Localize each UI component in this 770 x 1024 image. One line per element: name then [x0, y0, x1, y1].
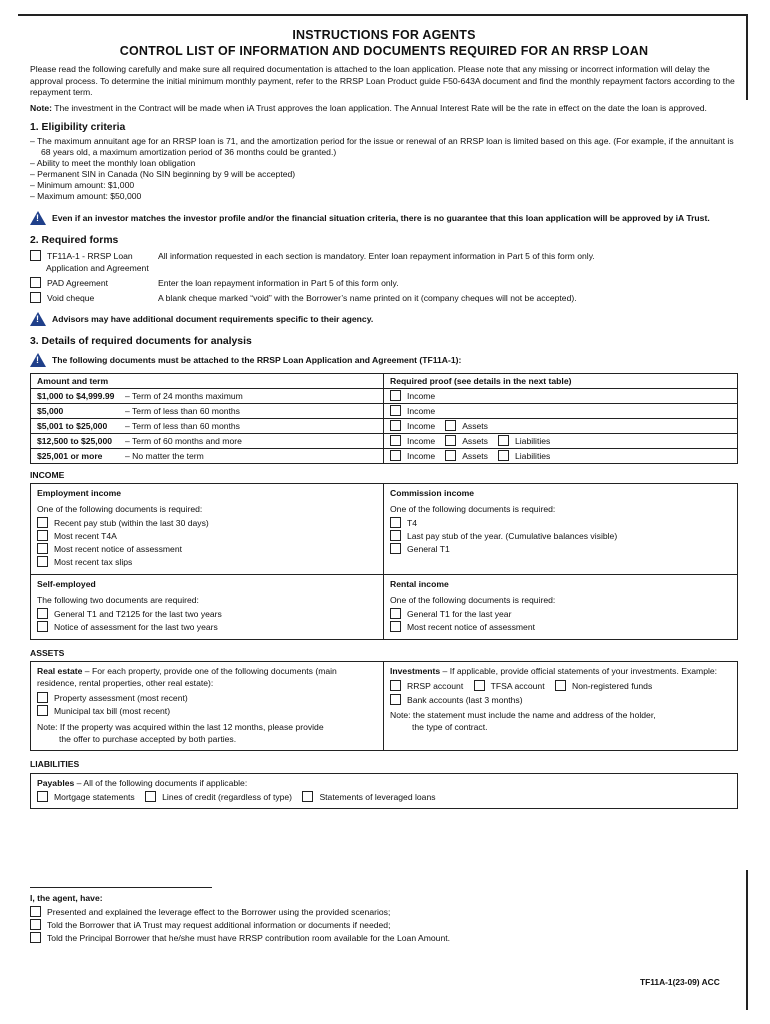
item-label: General T1 for the last year [407, 609, 512, 619]
rental-income-cell [384, 575, 737, 639]
proof-label: Assets [462, 421, 488, 431]
eligibility-item: – Maximum amount: $50,000 [30, 191, 142, 201]
form-row [30, 250, 738, 274]
amount-cell [31, 389, 384, 403]
non-registered-option [555, 680, 652, 692]
proof-label: Income [407, 421, 436, 431]
proof-option [390, 405, 435, 417]
employment-title: Employment income [37, 488, 122, 498]
top-border [18, 14, 746, 16]
amount-row [31, 404, 737, 419]
checkbox[interactable] [390, 517, 401, 528]
bank-accounts-option [390, 694, 731, 706]
warning-icon: ! [30, 353, 46, 367]
proof-option [390, 450, 435, 462]
form-title: INSTRUCTIONS FOR AGENTS [292, 28, 476, 42]
proof-option [445, 450, 488, 462]
form-desc: All information requested in each section is mandatory. Enter loan repayment information in Part 5 of this form only. [158, 251, 595, 261]
option-label: Statements of leveraged loans [319, 792, 436, 802]
item-label: General T1 and T2125 for the last two years [54, 609, 222, 619]
agent-check-item [30, 919, 738, 932]
amount-value: $5,001 to $25,000 [37, 421, 108, 431]
payables-title: Payables [37, 778, 75, 788]
real-estate-doc-item [37, 692, 377, 705]
checkbox[interactable] [37, 692, 48, 703]
self-employed-doc-item [37, 608, 377, 621]
checkbox[interactable] [445, 435, 456, 446]
liabilities-table [30, 773, 738, 809]
income-table [30, 483, 738, 640]
commission-intro: One of the following documents is required: [390, 504, 556, 514]
checkbox[interactable] [390, 420, 401, 431]
amount-row [31, 419, 737, 434]
checkbox[interactable] [390, 680, 401, 691]
real-estate-doc-item [37, 705, 377, 718]
commission-income-cell [384, 484, 737, 574]
item-label: Told the Principal Borrower that he/she must have RRSP contribution room available for the Loan Amount. [47, 933, 451, 943]
checkbox[interactable] [30, 932, 41, 943]
note-paragraph [30, 103, 738, 115]
term-value: – No matter the term [125, 451, 204, 461]
checkbox[interactable] [390, 405, 401, 416]
form-name: Void cheque [47, 293, 95, 303]
form-name: TF11A-1 - RRSP Loan [47, 251, 133, 261]
proof-label: Liabilities [514, 436, 551, 446]
commission-doc-item [390, 517, 731, 530]
proof-option [445, 420, 488, 432]
self-employed-cell [31, 575, 384, 639]
form-name: PAD Agreement [47, 278, 108, 288]
rental-doc-item [390, 621, 731, 634]
intro-paragraph: Please read the following carefully and make sure all required documentation is attached to the loan application. Please note that any missing or incorrect information will delay the approval process. To determine the initial minimum monthly payment, refer to the RRSP Loan Product guide F50-643A document and find the monthly repayment factors according to the repayment term. [30, 64, 735, 97]
amount-value: $25,001 or more [37, 451, 103, 461]
assets-table [30, 661, 738, 751]
term-value: – Term of 24 months maximum [125, 391, 243, 401]
proof-label: Assets [462, 436, 488, 446]
item-label: Recent pay stub (within the last 30 days) [54, 518, 209, 528]
amount-value: $5,000 [37, 406, 64, 416]
checkbox[interactable] [37, 556, 48, 567]
checkbox[interactable] [498, 450, 509, 461]
checkbox[interactable] [390, 621, 401, 632]
checkbox[interactable] [37, 621, 48, 632]
item-label: Municipal tax bill (most recent) [54, 706, 171, 716]
agent-title: I, the agent, have: [30, 893, 103, 903]
form-desc: Enter the loan repayment information in Part 5 of this form only. [158, 278, 399, 288]
real-estate-note-2: the offer to purchase accepted by both parties. [59, 734, 237, 744]
item-label: Most recent T4A [54, 531, 117, 541]
item-label: Most recent tax slips [54, 557, 133, 567]
eligibility-item: – The maximum annuitant age for an RRSP loan is 71, and the amortization period for the issue or renewal of an RRSP loan is limited based on this age. (For example, if the annuitant is 68 years old, a maximum amortization period of 36 months could be granted.) [30, 136, 734, 157]
investments-text: – If applicable, provide official statements of your investments. Example: [440, 666, 718, 676]
forms-warning [30, 312, 738, 326]
warning-text: Advisors may have additional document requirements specific to their agency. [52, 314, 374, 324]
real-estate-cell [31, 662, 384, 750]
checkbox[interactable] [302, 791, 313, 802]
self-employed-doc-item [37, 621, 377, 634]
agent-check-item [30, 932, 738, 945]
item-label: Last pay stub of the year. (Cumulative balances visible) [407, 531, 618, 541]
separator-line [30, 887, 212, 888]
checkbox[interactable] [445, 450, 456, 461]
investments-note: Note: the statement must include the name and address of the holder, [390, 710, 656, 720]
form-subtitle: CONTROL LIST OF INFORMATION AND DOCUMENTS REQUIRED FOR AN RRSP LOAN [119, 44, 649, 58]
agent-section [30, 893, 738, 945]
employment-income-cell [31, 484, 384, 574]
proof-option [390, 435, 435, 447]
right-border-top [746, 14, 748, 100]
tfsa-option [474, 680, 545, 692]
option-label: Mortgage statements [54, 792, 135, 802]
investments-title: Investments [390, 666, 441, 676]
mortgage-option [37, 791, 135, 803]
proof-cell [384, 434, 737, 448]
proof-option [390, 420, 435, 432]
proof-label: Income [407, 436, 436, 446]
option-label: Non-registered funds [571, 681, 653, 691]
proof-label: Liabilities [514, 451, 551, 461]
item-label: Presented and explained the leverage effect to the Borrower using the provided scenarios; [47, 907, 391, 917]
eligibility-item: – Minimum amount: $1,000 [30, 180, 135, 190]
commission-doc-item [390, 543, 731, 556]
proof-cell [384, 419, 737, 433]
amount-cell [31, 434, 384, 448]
real-estate-text: – For each property, provide one of the following documents (main residence, rental properties, other real estate): [37, 666, 337, 688]
employment-doc-item [37, 530, 377, 543]
investments-cell [384, 662, 737, 750]
item-label: Property assessment (most recent) [54, 693, 188, 703]
checkbox[interactable] [37, 608, 48, 619]
proof-option [445, 435, 488, 447]
proof-label: Income [407, 451, 436, 461]
proof-label: Assets [462, 451, 488, 461]
checkbox[interactable] [445, 420, 456, 431]
eligibility-warning [30, 211, 738, 225]
amount-value: $12,500 to $25,000 [37, 436, 113, 446]
checkbox[interactable] [30, 250, 41, 261]
assets-label: ASSETS [30, 648, 65, 658]
checkbox[interactable] [37, 530, 48, 541]
proof-option [498, 450, 550, 462]
warning-text: The following documents must be attached to the RRSP Loan Application and Agreement (TF11A-1): [52, 355, 462, 365]
checkbox[interactable] [37, 705, 48, 716]
rental-title: Rental income [390, 579, 449, 589]
amount-cell [31, 404, 384, 418]
real-estate-title: Real estate [37, 666, 83, 676]
term-value: – Term of 60 months and more [125, 436, 242, 446]
self-employed-title: Self-employed [37, 579, 96, 589]
checkbox[interactable] [555, 680, 566, 691]
documents-warning [30, 353, 738, 367]
checkbox[interactable] [390, 543, 401, 554]
item-label: Most recent notice of assessment [54, 544, 183, 554]
payables-cell [31, 774, 737, 808]
item-label: Most recent notice of assessment [407, 622, 536, 632]
rental-intro: One of the following documents is required: [390, 595, 556, 605]
option-label: RRSP account [407, 681, 464, 691]
lines-of-credit-option [145, 791, 292, 803]
employment-doc-item [37, 543, 377, 556]
real-estate-note: Note: If the property was acquired within the last 12 months, please provide [37, 722, 324, 732]
checkbox[interactable] [37, 791, 48, 802]
amount-table [30, 373, 738, 464]
proof-cell [384, 449, 737, 463]
liabilities-label: LIABILITIES [30, 759, 80, 769]
checkbox[interactable] [390, 450, 401, 461]
self-employed-intro: The following two documents are required: [37, 595, 199, 605]
section2-title: 2. Required forms [30, 235, 119, 246]
item-label: T4 [407, 518, 418, 528]
note-label: Note: [30, 102, 52, 113]
col-proof-header: Required proof (see details in the next table) [390, 376, 572, 386]
proof-option [498, 435, 550, 447]
form-name-2: Application and Agreement [46, 263, 149, 273]
commission-title: Commission income [390, 488, 475, 498]
checkbox[interactable] [390, 530, 401, 541]
amount-cell [31, 449, 384, 463]
proof-option [390, 390, 435, 402]
amount-row [31, 434, 737, 449]
note-text: The investment in the Contract will be made when iA Trust approves the loan application. The Annual Interest Rate will be the rate in effect on the date the loan is approved. [51, 102, 707, 113]
checkbox[interactable] [37, 517, 48, 528]
warning-icon: ! [30, 211, 46, 225]
employment-doc-item [37, 517, 377, 530]
term-value: – Term of less than 60 months [125, 421, 240, 431]
item-label: General T1 [407, 544, 450, 554]
checkbox[interactable] [145, 791, 156, 802]
section3-title: 3. Details of required documents for analysis [30, 336, 252, 347]
checkbox[interactable] [30, 906, 41, 917]
amount-value: $1,000 to $4,999.99 [37, 391, 115, 401]
term-value: – Term of less than 60 months [125, 406, 240, 416]
rrsp-option [390, 680, 463, 692]
proof-label: Income [407, 391, 436, 401]
col-amount-header: Amount and term [31, 374, 384, 388]
checkbox[interactable] [30, 919, 41, 930]
warning-icon: ! [30, 312, 46, 326]
proof-cell [384, 389, 737, 403]
agent-check-item [30, 906, 738, 919]
proof-label: Income [407, 406, 436, 416]
checkbox[interactable] [390, 435, 401, 446]
rental-doc-item [390, 608, 731, 621]
amount-cell [31, 419, 384, 433]
checkbox[interactable] [37, 543, 48, 554]
amount-row [31, 389, 737, 404]
checkbox[interactable] [390, 390, 401, 401]
checkbox[interactable] [30, 277, 41, 288]
right-border-bottom [746, 870, 748, 1010]
proof-cell [384, 404, 737, 418]
commission-doc-item [390, 530, 731, 543]
checkbox[interactable] [474, 680, 485, 691]
form-desc: A blank cheque marked “void” with the Borrower’s name printed on it (company cheques will not be accepted). [158, 293, 577, 303]
eligibility-item: – Ability to meet the monthly loan obligation [30, 158, 196, 168]
item-label: Told the Borrower that iA Trust may request additional information or documents if needed; [47, 920, 391, 930]
payables-text: – All of the following documents if applicable: [74, 778, 248, 788]
amount-row [31, 449, 737, 463]
option-label: Bank accounts (last 3 months) [407, 695, 523, 705]
checkbox[interactable] [30, 292, 41, 303]
section1-title: 1. Eligibility criteria [30, 122, 126, 133]
form-code: TF11A-1(23-09) ACC [640, 977, 720, 987]
option-label: TFSA account [490, 681, 545, 691]
form-row [30, 277, 738, 289]
leveraged-loans-option [302, 791, 435, 803]
employment-doc-item [37, 556, 377, 569]
form-row [30, 292, 738, 304]
employment-intro: One of the following documents is required: [37, 504, 203, 514]
checkbox[interactable] [390, 694, 401, 705]
checkbox[interactable] [498, 435, 509, 446]
option-label: Lines of credit (regardless of type) [162, 792, 293, 802]
checkbox[interactable] [390, 608, 401, 619]
income-label: INCOME [30, 470, 65, 480]
item-label: Notice of assessment for the last two years [54, 622, 218, 632]
investments-note-2: the type of contract. [412, 722, 488, 732]
eligibility-item: – Permanent SIN in Canada (No SIN beginning by 9 will be accepted) [30, 169, 296, 179]
warning-text: Even if an investor matches the investor profile and/or the financial situation criteria, there is no guarantee that this loan application will be approved by iA Trust. [52, 213, 710, 223]
